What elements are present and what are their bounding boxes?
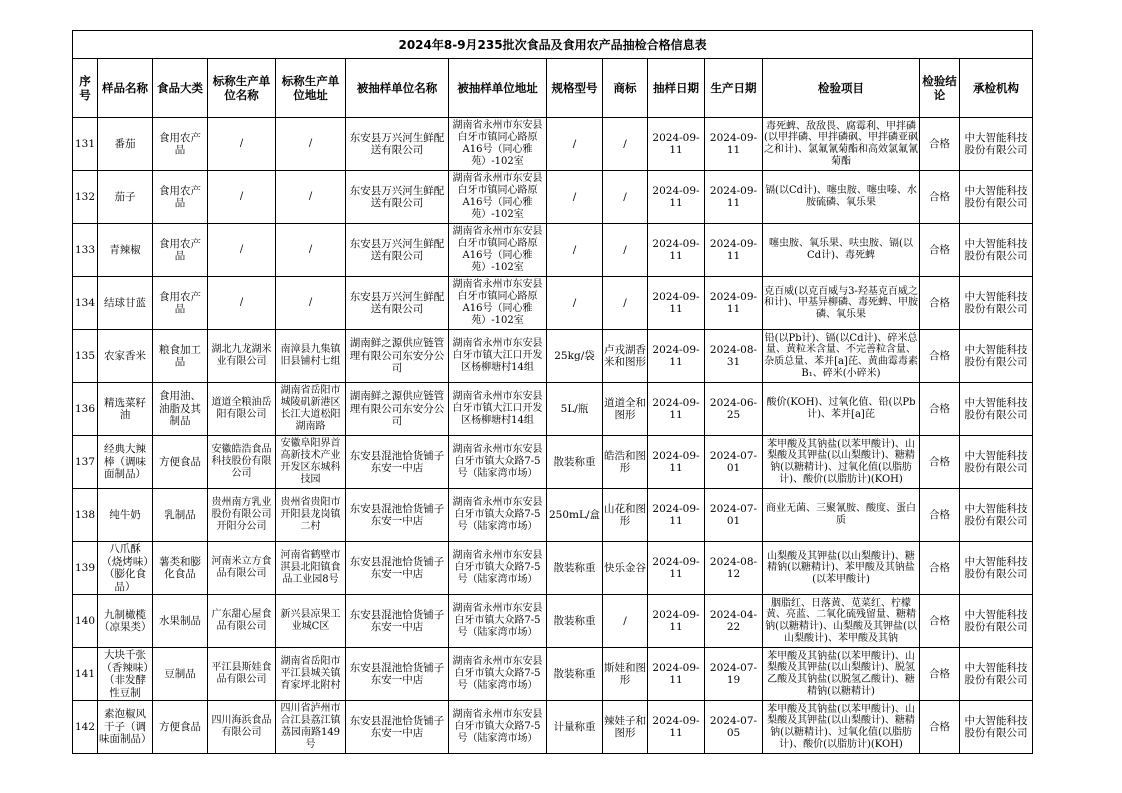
agency-cell: 中大智能科技股份有限公司 xyxy=(960,489,1033,542)
food-category-cell: 水果制品 xyxy=(153,595,208,648)
table-row xyxy=(73,489,1033,542)
sample-name-cell: 素泡椒风干子（调味面制品） xyxy=(98,701,153,754)
test-items-cell: 克百威(以克百威与3-羟基克百威之和计)、甲基异柳磷、毒死蜱、甲胺磷、氧乐果 xyxy=(763,277,920,330)
sampled-unit-name-cell: 东安县混池恰货铺子东安一中店 xyxy=(346,489,449,542)
trademark-cell: 道道全和图形 xyxy=(603,383,648,436)
maker-name-cell: / xyxy=(208,171,276,224)
conclusion-cell: 合格 xyxy=(920,489,960,542)
food-category-cell: 乳制品 xyxy=(153,489,208,542)
test-items-cell: 商业无菌、三聚氰胺、酸度、蛋白质 xyxy=(763,489,920,542)
index-cell: 131 xyxy=(73,118,98,171)
spec-cell: 散装称重 xyxy=(547,436,603,489)
col-sampled-unit-address-header: 被抽样单位地址 xyxy=(449,59,547,118)
sampled-unit-address-cell: 湖南省永州市东安县白牙市镇同心路原A16号（同心雅苑）-102室 xyxy=(449,171,547,224)
test-items-cell: 噻虫胺、氧乐果、呋虫胺、镉(以Cd计)、毒死蜱 xyxy=(763,224,920,277)
maker-name-cell: / xyxy=(208,277,276,330)
test-items-cell: 山梨酸及其钾盐(以山梨酸计)、糖精钠(以糖精计)、苯甲酸及其钠盐(以苯甲酸计) xyxy=(763,542,920,595)
maker-address-cell: 湖南省岳阳市城陵矶新港区长江大道松阳湖南路 xyxy=(276,383,346,436)
maker-address-cell: / xyxy=(276,224,346,277)
col-sample-name-header: 样品名称 xyxy=(98,59,153,118)
production-date-cell: 2024-07-05 xyxy=(705,701,763,754)
maker-address-cell: 四川省泸州市合江县荔江镇荔园南路149号 xyxy=(276,701,346,754)
agency-cell: 中大智能科技股份有限公司 xyxy=(960,436,1033,489)
test-items-cell: 苯甲酸及其钠盐(以苯甲酸计)、山梨酸及其钾盐(以山梨酸计)、糖精钠(以糖精计)、过氧化值(以脂肪计)、酸价(以脂肪计)(KOH) xyxy=(763,436,920,489)
trademark-cell: / xyxy=(603,118,648,171)
maker-address-cell: / xyxy=(276,277,346,330)
index-cell: 135 xyxy=(73,330,98,383)
sampling-date-cell: 2024-09-11 xyxy=(648,171,705,224)
index-cell: 141 xyxy=(73,648,98,701)
table-title: 2024年8-9月235批次食品及食用农产品抽检合格信息表 xyxy=(73,31,1033,59)
sample-name-cell: 大块千张（香辣味）（非发酵性豆制 xyxy=(98,648,153,701)
food-category-cell: 方便食品 xyxy=(153,436,208,489)
table-row xyxy=(73,436,1033,489)
maker-name-cell: 广东甜心屋食品有限公司 xyxy=(208,595,276,648)
production-date-cell: 2024-09-11 xyxy=(705,118,763,171)
col-index-header: 序号 xyxy=(73,59,98,118)
production-date-cell: 2024-04-22 xyxy=(705,595,763,648)
table-row xyxy=(73,330,1033,383)
index-cell: 138 xyxy=(73,489,98,542)
food-category-cell: 食用农产品 xyxy=(153,224,208,277)
sample-name-cell: 经典大辣棒（调味面制品） xyxy=(98,436,153,489)
conclusion-cell: 合格 xyxy=(920,542,960,595)
production-date-cell: 2024-08-31 xyxy=(705,330,763,383)
index-cell: 132 xyxy=(73,171,98,224)
sample-name-cell: 精选菜籽油 xyxy=(98,383,153,436)
sampled-unit-address-cell: 湖南省永州市东安县白牙市镇大江口开发区杨柳塘村14组 xyxy=(449,383,547,436)
index-cell: 137 xyxy=(73,436,98,489)
spec-cell: / xyxy=(547,171,603,224)
agency-cell: 中大智能科技股份有限公司 xyxy=(960,383,1033,436)
trademark-cell: 辣娃子和图形 xyxy=(603,701,648,754)
conclusion-cell: 合格 xyxy=(920,595,960,648)
trademark-cell: / xyxy=(603,224,648,277)
index-cell: 142 xyxy=(73,701,98,754)
food-category-cell: 薯类和膨化食品 xyxy=(153,542,208,595)
sampling-date-cell: 2024-09-11 xyxy=(648,383,705,436)
agency-cell: 中大智能科技股份有限公司 xyxy=(960,118,1033,171)
sampled-unit-address-cell: 湖南省永州市东安县白牙市镇大众路7-5号（陆家湾市场） xyxy=(449,701,547,754)
trademark-cell: 卢戎湖香米和图形 xyxy=(603,330,648,383)
sample-name-cell: 结球甘蓝 xyxy=(98,277,153,330)
production-date-cell: 2024-09-11 xyxy=(705,171,763,224)
sampling-date-cell: 2024-09-11 xyxy=(648,436,705,489)
sampling-date-cell: 2024-09-11 xyxy=(648,489,705,542)
maker-name-cell: 安徽皓浩食品科技股份有限公司 xyxy=(208,436,276,489)
index-cell: 134 xyxy=(73,277,98,330)
table-row xyxy=(73,383,1033,436)
agency-cell: 中大智能科技股份有限公司 xyxy=(960,277,1033,330)
maker-address-cell: 贵州省贵阳市开阳县龙岗镇二村 xyxy=(276,489,346,542)
food-category-cell: 豆制品 xyxy=(153,648,208,701)
sampling-date-cell: 2024-09-11 xyxy=(648,542,705,595)
col-maker-address-header: 标称生产单位地址 xyxy=(276,59,346,118)
col-conclusion-header: 检验结论 xyxy=(920,59,960,118)
index-cell: 136 xyxy=(73,383,98,436)
sampled-unit-name-cell: 东安县万兴河生鲜配送有限公司 xyxy=(346,277,449,330)
col-sampled-unit-name-header: 被抽样单位名称 xyxy=(346,59,449,118)
inspection-sheet xyxy=(72,30,1032,754)
test-items-cell: 胭脂红、日落黄、苋菜红、柠檬黄、亮蓝、二氧化硫残留量、糖精钠(以糖精计)、山梨酸及其钾盐(以山梨酸计)、苯甲酸及其钠 xyxy=(763,595,920,648)
test-items-cell: 铅(以Pb计)、镉(以Cd计)、碎米总量、黄粒米含量、不完善粒含量、杂质总量、苯并[a]芘、黄曲霉毒素B₁、碎米(小碎米) xyxy=(763,330,920,383)
sampled-unit-name-cell: 东安县混池恰货铺子东安一中店 xyxy=(346,595,449,648)
col-test-items-header: 检验项目 xyxy=(763,59,920,118)
sampling-date-cell: 2024-09-11 xyxy=(648,224,705,277)
sampling-date-cell: 2024-09-11 xyxy=(648,330,705,383)
sample-name-cell: 九制橄榄（凉果类） xyxy=(98,595,153,648)
spec-cell: 5L/瓶 xyxy=(547,383,603,436)
sampled-unit-name-cell: 东安县混池恰货铺子东安一中店 xyxy=(346,436,449,489)
production-date-cell: 2024-06-25 xyxy=(705,383,763,436)
header-row xyxy=(73,59,1033,118)
sampled-unit-address-cell: 湖南省永州市东安县白牙市镇同心路原A16号（同心雅苑）-102室 xyxy=(449,277,547,330)
food-category-cell: 粮食加工品 xyxy=(153,330,208,383)
food-category-cell: 方便食品 xyxy=(153,701,208,754)
maker-address-cell: / xyxy=(276,171,346,224)
spec-cell: 250mL/盒 xyxy=(547,489,603,542)
col-production-date-header: 生产日期 xyxy=(705,59,763,118)
sampled-unit-name-cell: 东安县混池恰货铺子东安一中店 xyxy=(346,648,449,701)
production-date-cell: 2024-09-11 xyxy=(705,277,763,330)
sampled-unit-name-cell: 东安县万兴河生鲜配送有限公司 xyxy=(346,171,449,224)
index-cell: 140 xyxy=(73,595,98,648)
spec-cell: / xyxy=(547,277,603,330)
agency-cell: 中大智能科技股份有限公司 xyxy=(960,595,1033,648)
spec-cell: 散装称重 xyxy=(547,542,603,595)
maker-address-cell: 新兴县凉果工业城C区 xyxy=(276,595,346,648)
maker-name-cell: 平江县斯娃食品有限公司 xyxy=(208,648,276,701)
spec-cell: 散装称重 xyxy=(547,648,603,701)
conclusion-cell: 合格 xyxy=(920,436,960,489)
sampled-unit-address-cell: 湖南省永州市东安县白牙市镇同心路原A16号（同心雅苑）-102室 xyxy=(449,118,547,171)
maker-address-cell: 湖南省岳阳市平江县城关镇育家坪北附村 xyxy=(276,648,346,701)
production-date-cell: 2024-07-01 xyxy=(705,489,763,542)
table-row xyxy=(73,224,1033,277)
table-row xyxy=(73,595,1033,648)
sampled-unit-address-cell: 湖南省永州市东安县白牙市镇大众路7-5号（陆家湾市场） xyxy=(449,648,547,701)
table-row xyxy=(73,118,1033,171)
maker-name-cell: 道道全粮油岳阳有限公司 xyxy=(208,383,276,436)
trademark-cell: 快乐金谷 xyxy=(603,542,648,595)
sample-name-cell: 青辣椒 xyxy=(98,224,153,277)
table-row xyxy=(73,701,1033,754)
agency-cell: 中大智能科技股份有限公司 xyxy=(960,171,1033,224)
sampled-unit-address-cell: 湖南省永州市东安县白牙市镇同心路原A16号（同心雅苑）-102室 xyxy=(449,224,547,277)
trademark-cell: / xyxy=(603,595,648,648)
test-items-cell: 毒死蜱、敌敌畏、腐霉利、甲拌磷(以甲拌磷、甲拌磷砜、甲拌磷亚砜之和计)、氯氟氰菊酯和高效氯氟氰菊酯 xyxy=(763,118,920,171)
agency-cell: 中大智能科技股份有限公司 xyxy=(960,224,1033,277)
maker-address-cell: 南漳县九集镇旧县铺村七组 xyxy=(276,330,346,383)
agency-cell: 中大智能科技股份有限公司 xyxy=(960,648,1033,701)
sampled-unit-address-cell: 湖南省永州市东安县白牙市镇大众路7-5号（陆家湾市场） xyxy=(449,489,547,542)
conclusion-cell: 合格 xyxy=(920,330,960,383)
sampled-unit-address-cell: 湖南省永州市东安县白牙市镇大江口开发区杨柳塘村14组 xyxy=(449,330,547,383)
col-sampling-date-header: 抽样日期 xyxy=(648,59,705,118)
sample-name-cell: 纯牛奶 xyxy=(98,489,153,542)
conclusion-cell: 合格 xyxy=(920,171,960,224)
agency-cell: 中大智能科技股份有限公司 xyxy=(960,330,1033,383)
conclusion-cell: 合格 xyxy=(920,383,960,436)
sampled-unit-name-cell: 东安县万兴河生鲜配送有限公司 xyxy=(346,118,449,171)
sampled-unit-name-cell: 东安县万兴河生鲜配送有限公司 xyxy=(346,224,449,277)
table-row xyxy=(73,171,1033,224)
index-cell: 133 xyxy=(73,224,98,277)
sampled-unit-address-cell: 湖南省永州市东安县白牙市镇大众路7-5号（陆家湾市场） xyxy=(449,542,547,595)
maker-address-cell: / xyxy=(276,118,346,171)
sampled-unit-name-cell: 东安县混池恰货铺子东安一中店 xyxy=(346,701,449,754)
test-items-cell: 镉(以Cd计)、噻虫胺、噻虫嗪、水胺硫磷、氧乐果 xyxy=(763,171,920,224)
spec-cell: / xyxy=(547,118,603,171)
spec-cell: 计量称重 xyxy=(547,701,603,754)
food-category-cell: 食用油、油脂及其制品 xyxy=(153,383,208,436)
maker-name-cell: / xyxy=(208,118,276,171)
table-row xyxy=(73,542,1033,595)
table-body xyxy=(73,118,1033,754)
sample-name-cell: 农家香米 xyxy=(98,330,153,383)
inspection-table xyxy=(72,30,1033,754)
spec-cell: / xyxy=(547,224,603,277)
conclusion-cell: 合格 xyxy=(920,224,960,277)
sampled-unit-name-cell: 湖南鲜之源供应链管理有限公司东安分公司 xyxy=(346,330,449,383)
conclusion-cell: 合格 xyxy=(920,701,960,754)
col-spec-header: 规格型号 xyxy=(547,59,603,118)
sampled-unit-address-cell: 湖南省永州市东安县白牙市镇大众路7-5号（陆家湾市场） xyxy=(449,595,547,648)
food-category-cell: 食用农产品 xyxy=(153,277,208,330)
conclusion-cell: 合格 xyxy=(920,648,960,701)
trademark-cell: / xyxy=(603,277,648,330)
spec-cell: 25kg/袋 xyxy=(547,330,603,383)
food-category-cell: 食用农产品 xyxy=(153,171,208,224)
test-items-cell: 苯甲酸及其钠盐(以苯甲酸计)、山梨酸及其钾盐(以山梨酸计)、脱氢乙酸及其钠盐(以脱氢乙酸计)、糖精钠(以糖精计) xyxy=(763,648,920,701)
sampled-unit-name-cell: 东安县混池恰货铺子东安一中店 xyxy=(346,542,449,595)
sampling-date-cell: 2024-09-11 xyxy=(648,701,705,754)
maker-name-cell: 河南米立方食品有限公司 xyxy=(208,542,276,595)
sampled-unit-address-cell: 湖南省永州市东安县白牙市镇大众路7-5号（陆家湾市场） xyxy=(449,436,547,489)
production-date-cell: 2024-07-01 xyxy=(705,436,763,489)
col-maker-name-header: 标称生产单位名称 xyxy=(208,59,276,118)
production-date-cell: 2024-08-12 xyxy=(705,542,763,595)
agency-cell: 中大智能科技股份有限公司 xyxy=(960,701,1033,754)
col-food-category-header: 食品大类 xyxy=(153,59,208,118)
col-trademark-header: 商标 xyxy=(603,59,648,118)
trademark-cell: / xyxy=(603,171,648,224)
test-items-cell: 苯甲酸及其钠盐(以苯甲酸计)、山梨酸及其钾盐(以山梨酸计)、糖精钠(以糖精计)、过氧化值(以脂肪计)、酸价(以脂肪计)(KOH) xyxy=(763,701,920,754)
sample-name-cell: 番茄 xyxy=(98,118,153,171)
trademark-cell: 皓浩和图形 xyxy=(603,436,648,489)
sampling-date-cell: 2024-09-11 xyxy=(648,595,705,648)
table-row xyxy=(73,277,1033,330)
test-items-cell: 酸价(KOH)、过氧化值、铅(以Pb计)、苯并[a]芘 xyxy=(763,383,920,436)
maker-name-cell: 湖北九龙湖米业有限公司 xyxy=(208,330,276,383)
trademark-cell: 山花和图形 xyxy=(603,489,648,542)
sample-name-cell: 茄子 xyxy=(98,171,153,224)
maker-address-cell: 安徽阜阳界首高新技术产业开发区东城科技园 xyxy=(276,436,346,489)
sampling-date-cell: 2024-09-11 xyxy=(648,118,705,171)
sampling-date-cell: 2024-09-11 xyxy=(648,648,705,701)
maker-name-cell: 贵州南方乳业股份有限公司开阳分公司 xyxy=(208,489,276,542)
conclusion-cell: 合格 xyxy=(920,118,960,171)
production-date-cell: 2024-09-11 xyxy=(705,224,763,277)
production-date-cell: 2024-07-19 xyxy=(705,648,763,701)
table-row xyxy=(73,648,1033,701)
maker-name-cell: / xyxy=(208,224,276,277)
sampling-date-cell: 2024-09-11 xyxy=(648,277,705,330)
index-cell: 139 xyxy=(73,542,98,595)
maker-address-cell: 河南省鹤壁市淇县北阳镇食品工业园8号 xyxy=(276,542,346,595)
agency-cell: 中大智能科技股份有限公司 xyxy=(960,542,1033,595)
spec-cell: 散装称重 xyxy=(547,595,603,648)
col-agency-header: 承检机构 xyxy=(960,59,1033,118)
conclusion-cell: 合格 xyxy=(920,277,960,330)
maker-name-cell: 四川海浜食品有限公司 xyxy=(208,701,276,754)
sampled-unit-name-cell: 湖南鲜之源供应链管理有限公司东安分公司 xyxy=(346,383,449,436)
food-category-cell: 食用农产品 xyxy=(153,118,208,171)
trademark-cell: 斯娃和图形 xyxy=(603,648,648,701)
sample-name-cell: 八爪酥（烧烤味）（膨化食品） xyxy=(98,542,153,595)
